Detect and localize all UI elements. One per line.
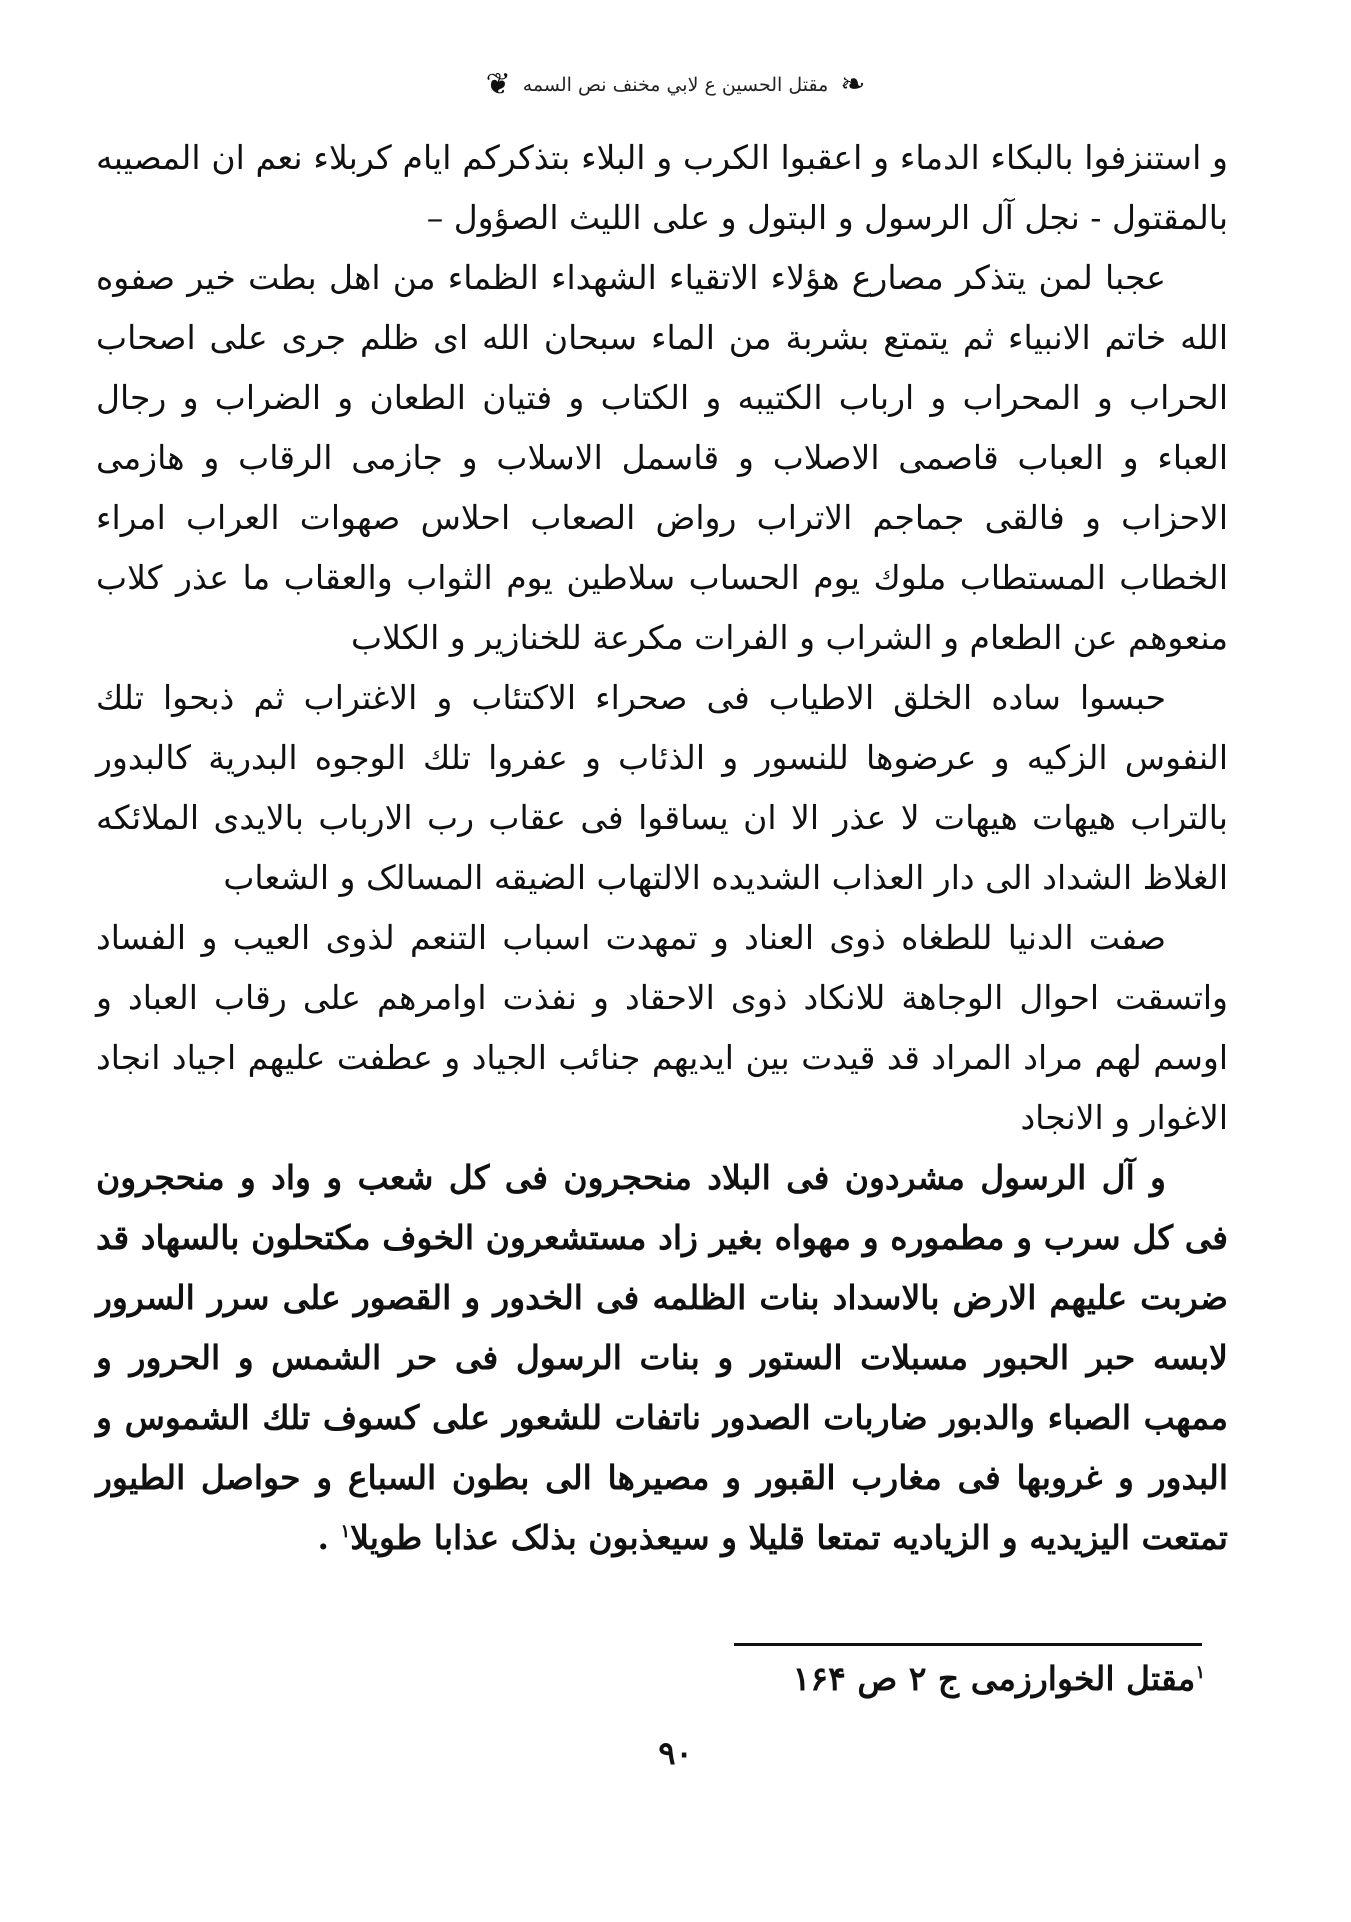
footnote-reference[interactable]: ١ xyxy=(340,1521,351,1542)
paragraph-3: حبسوا ساده الخلق الاطياب فى صحراء الاكتئاب و الاغتراب ثم ذبحوا تلك النفوس الزكيه و عرضوها للنسور و الذئاب و عفروا تلك الوجوه البدرية كالبدور بالتراب هيهات هيهات لا عذر الا ان يساقوا فى عقاب رب الارباب بالايدى الملائكه الغلاظ الشداد الى دار العذاب الشديده الالتهاب الضيقه المسالک و الشعاب xyxy=(96,678,1228,897)
ornament-left-icon: ❦ xyxy=(485,67,511,102)
running-header-title: مقتل الحسين ع لابي مخنف نص السمه xyxy=(522,74,829,96)
footnote xyxy=(505,1654,1205,1704)
running-header xyxy=(0,67,1351,102)
ornament-right-icon: ❧ xyxy=(840,67,866,102)
paragraph-4: صفت الدنيا للطغاه ذوى العناد و تمهدت اسباب التنعم لذوى العيب و الفساد واتسقت احوال الوجاهة للانكاد ذوى الاحقاد و نفذت اوامرهم على رقاب العباد و اوسم لهم مراد المراد قد قيدت بين ايديهم جنائب الجياد و عطفت عليهم اجياد انجاد الاغوار و الانجاد xyxy=(96,918,1228,1137)
footnote-text: مقتل الخوارزمى ج ٢ ص ١۶۴ xyxy=(792,1659,1196,1698)
body-text xyxy=(96,128,1228,1568)
page-number: ٩٠ xyxy=(658,1734,693,1772)
paragraph-2: عجبا لمن يتذكر مصارع هؤلاء الاتقياء الشهداء الظماء من اهل بطت خير صفوه الله خاتم الانبياء ثم يتمتع بشربة من الماء سبحان الله اى ظلم جرى على اصحاب الحراب و المحراب و ارباب الكتيبه و الكتاب و فتيان الطعان و الضراب و رجال العباء و العباب قاصمى الاصلاب و قاسمل الاسلاب و جازمى الرقاب و هازمى الاحزاب و فالقى جماجم الاتراب رواض الصعاب احلاس صهوات العراب امراء الخطاب المستطاب ملوك يوم الحساب سلاطين يوم الثواب والعقاب ما عذر كلاب منعوهم عن الطعام و الشراب و الفرات مكرعة للخنازير و الكلاب xyxy=(96,258,1228,657)
footnote-mark: ١ xyxy=(1195,1662,1205,1683)
footnote-divider xyxy=(734,1643,1202,1646)
paragraph-1: و استنزفوا بالبكاء الدماء و اعقبوا الكرب و البلاء بتذكركم ايام كربلاء نعم ان المصيبه بالمقتول - نجل آل الرسول و البتول و على الليث الصؤول – xyxy=(96,138,1228,237)
paragraph-5 xyxy=(96,1148,1228,1568)
paragraph-5-text: و آل الرسول مشردون فى البلاد منحجرون فى كل شعب و واد و منحجرون فى كل سرب و مطموره و مهواه بغير زاد مستشعرون الخوف مكتحلون بالسهاد قد ضربت عليهم الارض بالاسداد بنات الظلمه فى الخدور و القصور على سرر السرور لابسه حبر الحبور مسبلات الستور و بنات الرسول فى حر الشمس و الحرور و ممهب الصباء والدبور ضاربات الصدور ناتفات للشعور على كسوف تلك الشموس و البدور و غروبها فى مغارب القبور و مصيرها الى بطون السباع و حواصل الطيور تمتعت اليزيديه و الزياديه تمتعا قليلا و سيعذبون بذلک عذابا طويلا xyxy=(96,1158,1228,1557)
paragraph-5-ending: . xyxy=(317,1518,341,1557)
